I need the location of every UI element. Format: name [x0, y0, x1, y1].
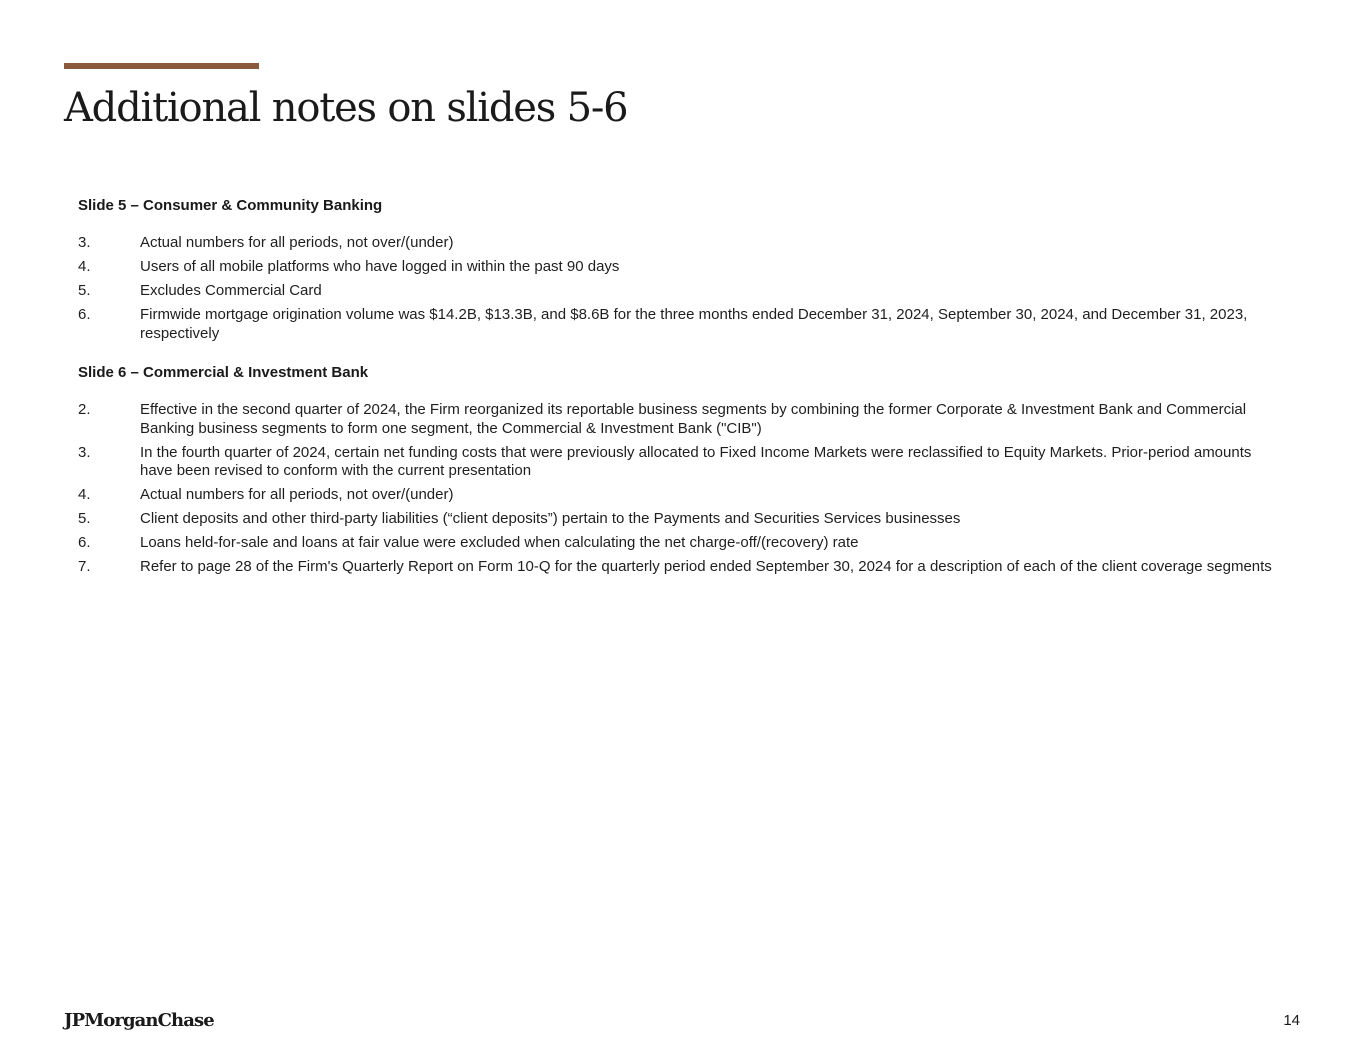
note-number: 3.: [78, 234, 91, 251]
note-item: [78, 401, 1288, 438]
note-number: 2.: [78, 401, 91, 418]
note-number: 6.: [78, 306, 91, 323]
note-number: 4.: [78, 486, 91, 503]
note-text: Refer to page 28 of the Firm's Quarterly Report on Form 10-Q for the quarterly period ended September 30, 2024 for a description of each of the client coverage segments: [140, 558, 1272, 575]
title-accent-bar: [64, 63, 259, 69]
note-item: [78, 534, 1288, 553]
note-item: [78, 486, 1288, 505]
note-text: Actual numbers for all periods, not over/(under): [140, 234, 454, 251]
section-slide-6: [78, 364, 1288, 582]
note-text: Loans held-for-sale and loans at fair value were excluded when calculating the net charge-off/(recovery) rate: [140, 534, 859, 551]
note-text: Firmwide mortgage origination volume was $14.2B, $13.3B, and $8.6B for the three months ended December 31, 2024, September 30, 2024, and December 31, 2023, respectively: [140, 306, 1248, 342]
note-item: [78, 282, 1288, 301]
jpmorganchase-logo: JPMorganChase: [64, 1010, 214, 1031]
note-number: 6.: [78, 534, 91, 551]
note-list: [78, 234, 1288, 343]
note-text: Actual numbers for all periods, not over/(under): [140, 486, 454, 503]
note-number: 7.: [78, 558, 91, 575]
note-list: [78, 401, 1288, 577]
note-text: Excludes Commercial Card: [140, 282, 322, 299]
note-text: In the fourth quarter of 2024, certain net funding costs that were previously allocated to Fixed Income Markets were reclassified to Equity Markets. Prior-period amounts have been revised to conform with the current presentation: [140, 443, 1252, 479]
note-item: [78, 444, 1288, 481]
note-item: [78, 510, 1288, 529]
note-item: [78, 234, 1288, 253]
section-slide-5: [78, 197, 1288, 349]
section-heading: Slide 5 – Consumer & Community Banking: [78, 197, 383, 214]
note-number: 5.: [78, 510, 91, 527]
note-text: Users of all mobile platforms who have logged in within the past 90 days: [140, 258, 620, 275]
page-number: 14: [1283, 1012, 1300, 1029]
page-title: Additional notes on slides 5-6: [64, 85, 628, 131]
note-item: [78, 558, 1288, 577]
section-heading: Slide 6 – Commercial & Investment Bank: [78, 364, 369, 381]
note-item: [78, 258, 1288, 277]
note-item: [78, 306, 1288, 343]
note-text: Client deposits and other third-party liabilities (“client deposits”) pertain to the Payments and Securities Services businesses: [140, 510, 961, 527]
note-number: 3.: [78, 443, 91, 461]
note-number: 4.: [78, 258, 91, 275]
note-text: Effective in the second quarter of 2024, the Firm reorganized its reportable business segments by combining the former Corporate & Investment Bank and Commercial Banking business segments to form one segment, the Commercial & Investment Bank ("CIB"): [140, 401, 1247, 437]
note-number: 5.: [78, 282, 91, 299]
